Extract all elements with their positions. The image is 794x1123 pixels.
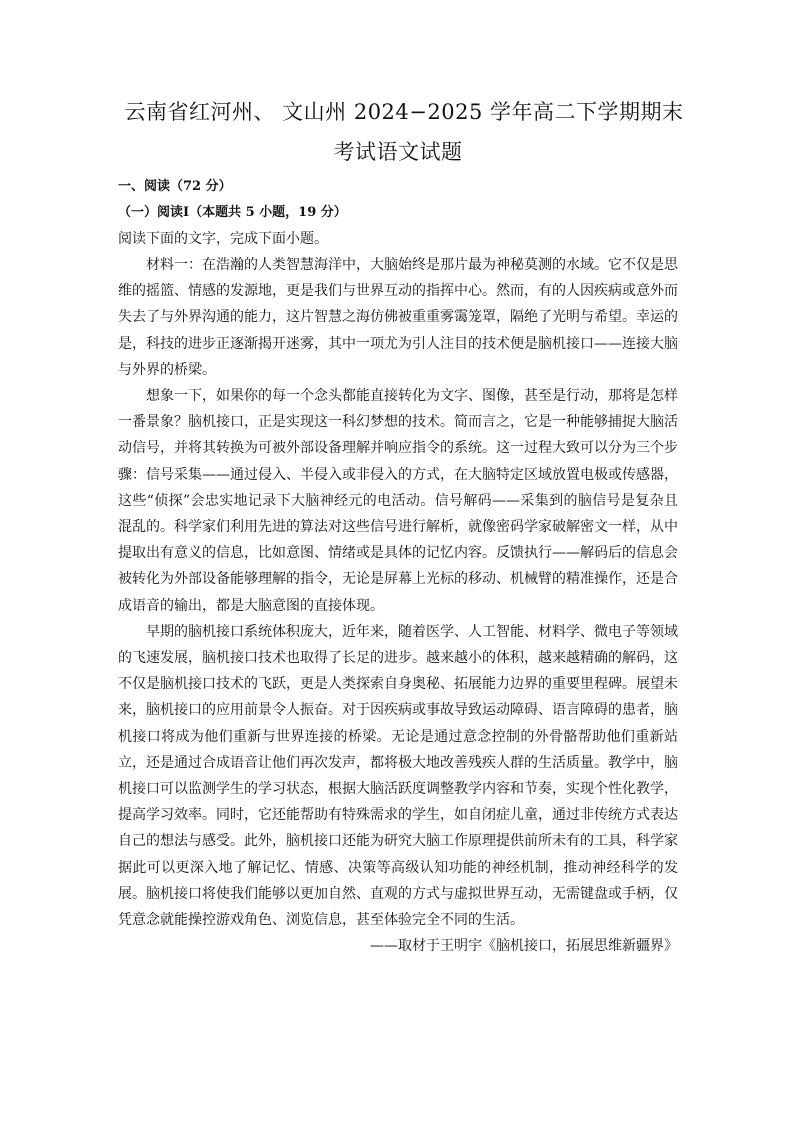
paragraph-2: 想象一下，如果你的每一个念头都能直接转化为文字、图像，甚至是行动，那将是怎样一番景象？脑机接口，正是实现这一科幻梦想的技术。简而言之，它是一种能够捕捉大脑活动信号，并将其转换为可被外部设备理解并响应指令的系统。这一过程大致可以分为三个步骤：信号采集——通过侵入、半侵入或非侵入的方式，在大脑特定区域放置电极或传感器，这些“侦探”会忠实地记录下大脑神经元的电活动。信号解码——采集到的脑信号是复杂且混乱的。科学家们利用先进的算法对这些信号进行解析，就像密码学家破解密文一样，从中提取出有意义的信息，比如意图、情绪或是具体的记忆内容。反馈执行——解码后的信息会被转化为外部设备能够理解的指令，无论是屏幕上光标的移动、机械臂的精准操作，还是合成语音的输出，都是大脑意图的直接体现。 bbox=[118, 388, 678, 614]
title-line-2: 考试语文试题 bbox=[333, 140, 463, 164]
paragraph-3: 早期的脑机接口系统体积庞大，近年来，随着医学、人工智能、材料学、微电子等领域的飞速发展，脑机接口技术也取得了长足的进步。越来越小的体积，越来越精确的解码，这不仅是脑机接口技术的飞跃，更是人类探索自身奥秘、拓展能力边界的重要里程碑。展望未来，脑机接口的应用前景令人振奋。对于因疾病或事故导致运动障碍、语言障碍的患者，脑机接口将成为他们重新与世界连接的桥梁。无论是通过意念控制的外骨骼帮助他们重新站立，还是通过合成语音让他们再次发声，都将极大地改善残疾人群的生活质量。教学中，脑机接口可以监测学生的学习状态，根据大脑活跃度调整教学内容和节奏，实现个性化教学，提高学习效率。同时，它还能帮助有特殊需求的学生，如自闭症儿童，通过非传统方式表达自己的想法与感受。此外，脑机接口还能为研究大脑工作原理提供前所未有的工具，科学家据此可以更深入地了解记忆、情感、决策等高级认知功能的神经机制，推动神经科学的发展。脑机接口将使我们能够以更加自然、直观的方式与虚拟世界互动，无需键盘或手柄，仅凭意念就能操控游戏角色、浏览信息，甚至体验完全不同的生活。 bbox=[118, 623, 678, 929]
document-title bbox=[118, 92, 684, 172]
subsection-heading: （一）阅读Ⅰ（本题共 5 小题，19 分） bbox=[118, 205, 347, 220]
reading-instruction: 阅读下面的文字，完成下面小题。 bbox=[118, 231, 328, 247]
section-heading: 一、阅读（72 分） bbox=[118, 179, 232, 194]
document-page bbox=[118, 92, 684, 959]
paragraph-1: 材料一：在浩瀚的人类智慧海洋中，大脑始终是那片最为神秘莫测的水域。它不仅是思维的摇篮、情感的发源地，更是我们与世界互动的指挥中心。然而，有的人因疾病或意外而失去了与外界沟通的能力，这片智慧之海仿佛被重重雾霭笼罩，隔绝了光明与希望。幸运的是，科技的进步正逐渐揭开迷雾，其中一项尤为引人注目的技术便是脑机接口——连接大脑与外界的桥梁。 bbox=[118, 257, 678, 378]
source-citation: ——取材于王明宇《脑机接口，拓展思维新疆界》 bbox=[370, 938, 678, 955]
title-line-1: 云南省红河州、 文山州 2024−2025 学年高二下学期期末 bbox=[124, 100, 684, 124]
